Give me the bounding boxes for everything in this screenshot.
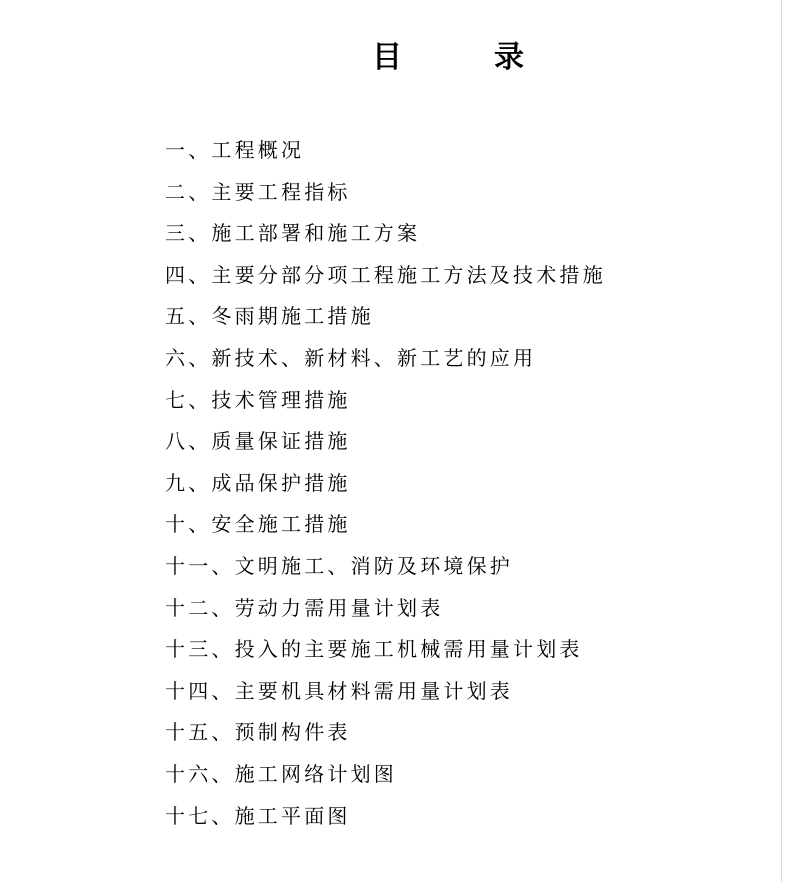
toc-item-7: 七、技术管理措施: [165, 387, 351, 412]
toc-item-16: 十六、施工网络计划图: [165, 761, 397, 786]
title-char-2: 录: [494, 40, 524, 75]
toc-item-12: 十二、劳动力需用量计划表: [165, 595, 444, 620]
table-of-contents: [165, 130, 606, 837]
toc-item-4: 四、主要分部分项工程施工方法及技术措施: [165, 262, 606, 287]
toc-item-8: 八、质量保证措施: [165, 429, 351, 454]
toc-item-14: 十四、主要机具材料需用量计划表: [165, 678, 513, 703]
toc-item-3: 三、施工部署和施工方案: [165, 221, 421, 246]
toc-item-2: 二、主要工程指标: [165, 179, 351, 204]
toc-item-6: 六、新技术、新材料、新工艺的应用: [165, 345, 537, 370]
toc-item-13: 十三、投入的主要施工机械需用量计划表: [165, 637, 583, 662]
toc-item-1: 一、工程概况: [165, 138, 305, 162]
toc-item-11: 十一、文明施工、消防及环境保护: [165, 553, 513, 578]
toc-item-9: 九、成品保护措施: [165, 470, 351, 495]
page-title: [0, 36, 795, 80]
title-char-1: 目: [372, 40, 402, 75]
toc-item-10: 十、安全施工措施: [165, 512, 351, 537]
toc-item-17: 十七、施工平面图: [165, 803, 351, 828]
toc-item-15: 十五、预制构件表: [165, 720, 351, 745]
page-edge-divider: [781, 0, 782, 882]
toc-item-5: 五、冬雨期施工措施: [165, 304, 374, 329]
